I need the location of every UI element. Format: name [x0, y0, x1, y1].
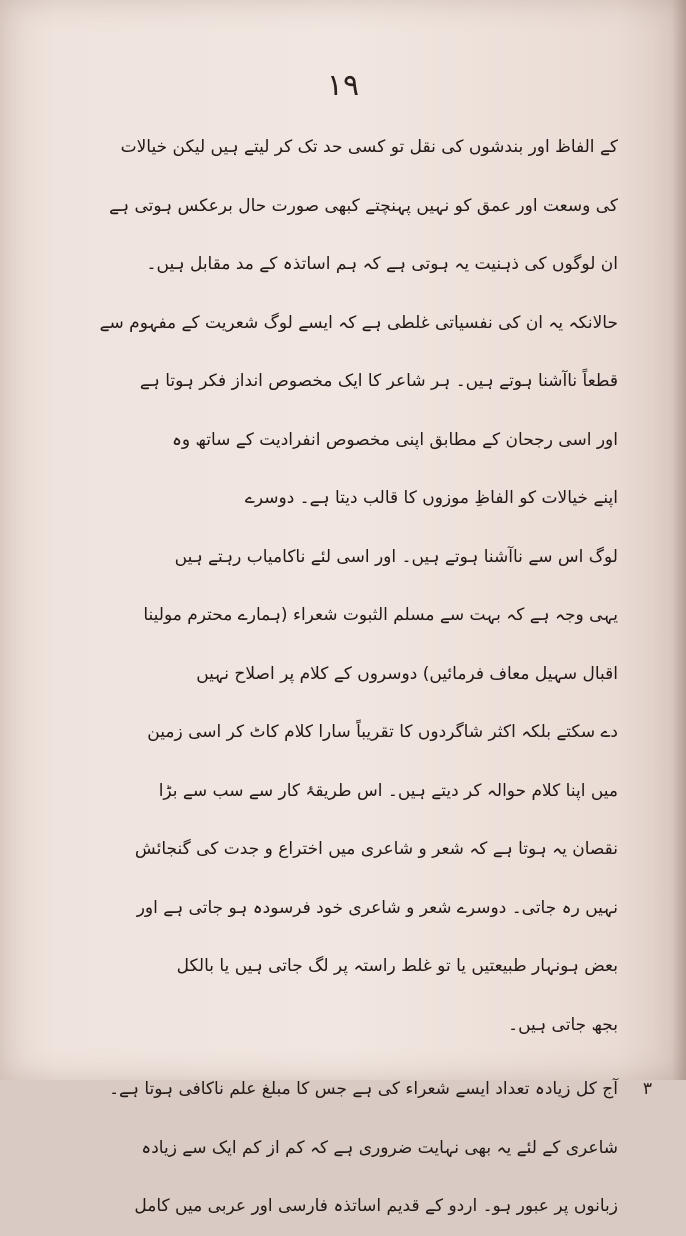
text-line: حالانکہ یہ ان کی نفسیاتی غلطی ہے کہ ایسے لوگ شعریت کے مفہوم سے	[99, 312, 618, 333]
numbered-item-first-line	[78, 1060, 652, 1119]
text-line: اپنے خیالات کو الفاظِ موزوں کا قالب دیتا ہے۔ دوسرے	[244, 488, 618, 508]
text-line: میں اپنا کلام حوالہ کر دیتے ہیں۔ اس طریقۂ کار سے سب سے بڑا	[158, 780, 618, 801]
page-edge-shadow	[672, 0, 686, 1080]
text-line: اقبال سہیل معاف فرمائیں) دوسروں کے کلام پر اصلاح نہیں	[196, 663, 618, 684]
item-number: ۳	[642, 1079, 652, 1099]
page-number: ۱۹	[326, 68, 360, 103]
text-line: لوگ اس سے ناآشنا ہوتے ہیں۔ اور اسی لئے ناکامیاب رہتے ہیں	[174, 546, 618, 567]
text-line: بعض ہونہار طبیعتیں یا تو غلط راستہ پر لگ جاتی ہیں یا بالکل	[176, 956, 618, 976]
text-line: آج کل زیادہ تعداد ایسے شعراء کی ہے جس کا مبلغ علم ناکافی ہوتا ہے۔	[109, 1079, 618, 1099]
page-body-text	[78, 118, 652, 1236]
text-line: اور اسی رجحان کے مطابق اپنی مخصوص انفرادیت کے ساتھ وہ	[171, 429, 618, 450]
text-line: کی وسعت اور عمق کو نہیں پہنچتے کبھی صورت حال برعکس ہوتی ہے	[109, 195, 618, 216]
text-line: قطعاً ناآشنا ہوتے ہیں۔ ہر شاعر کا ایک مخصوص انداز فکر ہوتا ہے	[139, 371, 618, 391]
numbered-item	[78, 1060, 652, 1236]
text-line: ان لوگوں کی ذہنیت یہ ہوتی ہے کہ ہم اساتذہ کے مد مقابل ہیں۔	[146, 254, 618, 274]
text-line: یہی وجہ ہے کہ بہت سے مسلم الثبوت شعراء (ہمارے محترم مولینا	[143, 605, 618, 625]
text-line: شاعری کے لئے یہ بھی نہایت ضروری ہے کہ کم از کم ایک سے زیادہ	[141, 1137, 618, 1158]
text-line: نقصان یہ ہوتا ہے کہ شعر و شاعری میں اختراع و جدت کی گنجائش	[134, 839, 618, 859]
text-line: دے سکتے بلکہ اکثر شاگردوں کا تقریباً سارا کلام کاٹ کر اسی زمین	[147, 722, 618, 742]
text-line: بجھ جاتی ہیں۔	[508, 1014, 618, 1035]
text-line: نہیں رہ جاتی۔ دوسرے شعر و شاعری خود فرسودہ ہو جاتی ہے اور	[136, 897, 618, 918]
text-line: زبانوں پر عبور ہو۔ اردو کے قدیم اساتذہ فارسی اور عربی میں کامل	[134, 1196, 618, 1216]
text-line: کے الفاظ اور بندشوں کی نقل تو کسی حد تک کر لیتے ہیں لیکن خیالات	[120, 137, 618, 157]
